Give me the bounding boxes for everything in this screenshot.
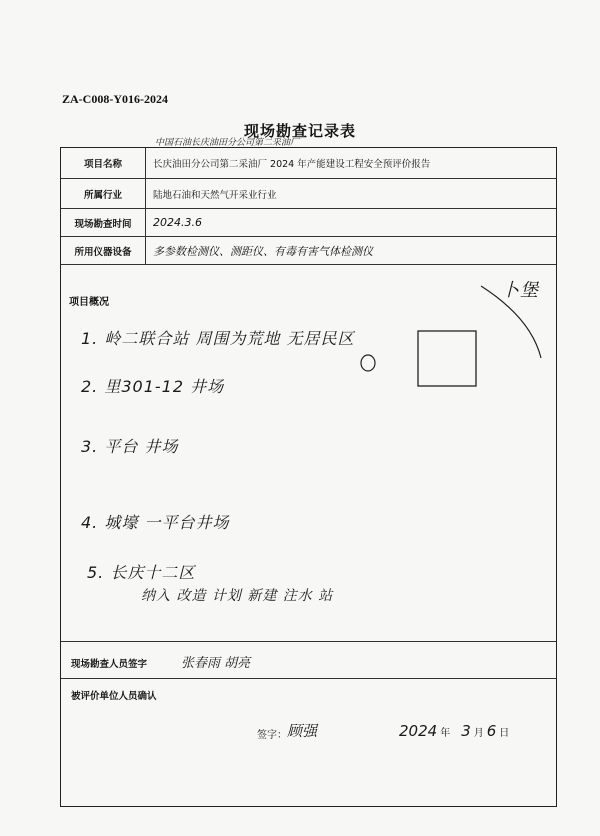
overview-item-5: 5. 长庆十二区 <box>87 563 196 582</box>
overview-sketch <box>61 148 558 808</box>
industry-label: 所属行业 <box>61 179 146 208</box>
divider <box>61 641 556 642</box>
date-month: 3 <box>461 722 471 740</box>
form-title: 现场勘查记录表 <box>243 122 356 140</box>
surveyors-signature: 张春雨 胡亮 <box>181 656 251 671</box>
date-month-unit: 月 <box>473 728 484 739</box>
divider <box>61 678 556 679</box>
overview-label: 项目概况 <box>69 297 109 308</box>
overview-item-1: 1. 岭二联合站 周围为荒地 无居民区 <box>81 329 355 348</box>
sign-prefix: 签字： <box>257 730 287 741</box>
survey-form <box>60 147 557 807</box>
overview-item-5-detail: 纳入 改造 计划 新建 注水 站 <box>141 588 334 604</box>
instruments-value: 多参数检测仪、测距仪、有毒有害气体检测仪 <box>153 244 373 258</box>
confirm-label: 被评价单位人员确认 <box>71 691 157 702</box>
document-id: ZA-C008-Y016-2024 <box>62 92 168 106</box>
industry-value: 陆地石油和天然气开采业行业 <box>153 189 277 201</box>
survey-time-label: 现场勘查时间 <box>61 209 146 236</box>
date-year: 2024 <box>399 722 438 740</box>
overview-item-3: 3. 平台 井场 <box>81 437 179 456</box>
overview-item-4: 4. 城壕 一平台井场 <box>81 513 230 532</box>
date-day-unit: 日 <box>499 728 510 739</box>
instruments-label: 所用仪器设备 <box>61 237 146 264</box>
project-name-value: 长庆油田分公司第二采油厂 2024 年产能建设工程安全预评价报告 <box>153 159 431 170</box>
date-day: 6 <box>486 722 497 740</box>
survey-time-value: 2024.3.6 <box>153 216 202 229</box>
overview-item-2: 2. 里301-12 井场 <box>81 377 225 396</box>
date-year-unit: 年 <box>440 728 451 739</box>
surveyors-label: 现场勘查人员签字 <box>71 659 148 670</box>
confirm-date <box>399 722 509 740</box>
confirm-signature: 顾强 <box>287 722 318 740</box>
project-name-label: 项目名称 <box>61 148 146 178</box>
handwritten-note: 中国石油长庆油田分公司第二采油厂 <box>155 138 300 148</box>
overview-margin-note: 卜堡 <box>501 280 539 301</box>
